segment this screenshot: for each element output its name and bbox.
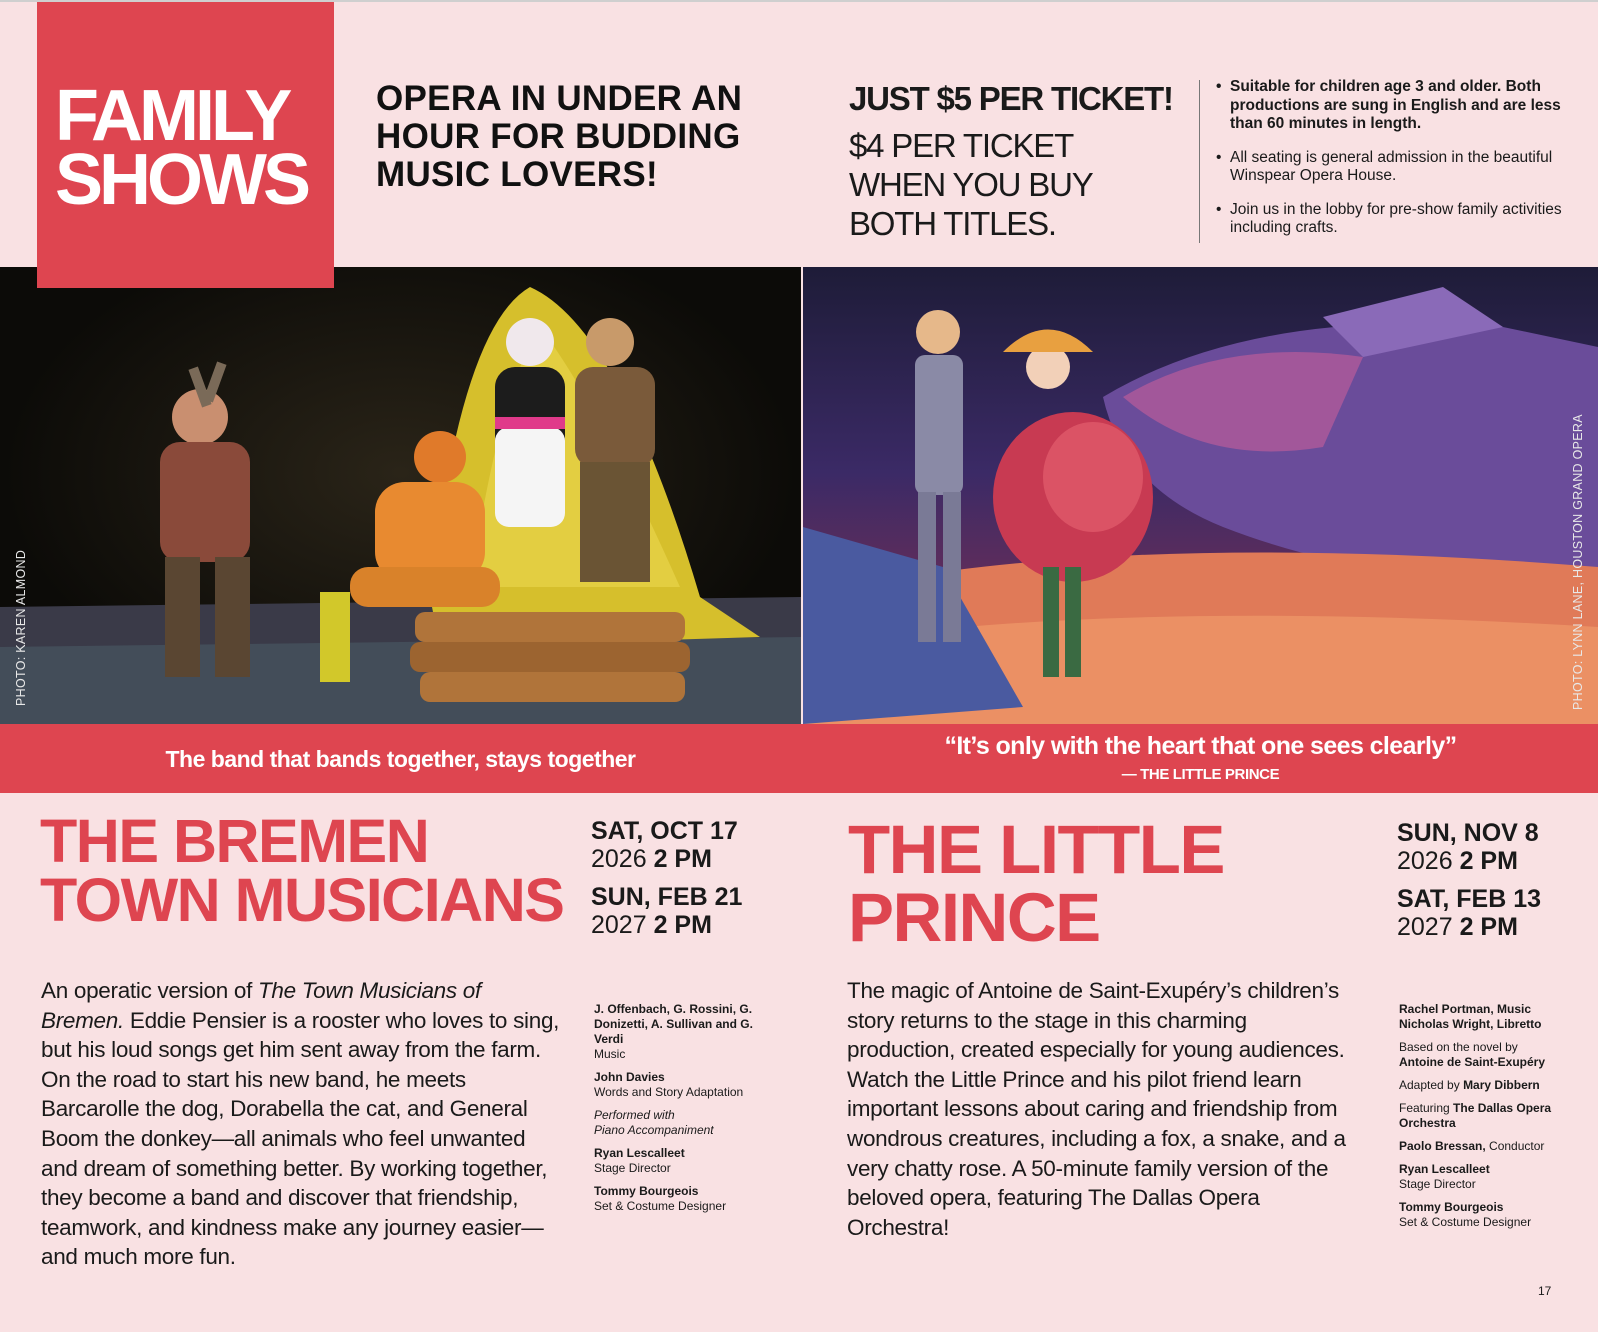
info-item: • All seating is general admission in the beautiful Winspear Opera House. bbox=[1230, 149, 1570, 186]
credit-name: Paolo Bressan, bbox=[1399, 1139, 1486, 1153]
date-day: SAT, FEB 13 bbox=[1397, 885, 1542, 913]
credit-name: Ryan Lescalleet bbox=[1399, 1162, 1490, 1176]
little-prince-production-photo bbox=[803, 267, 1598, 724]
credit-note: Performed with bbox=[594, 1108, 675, 1122]
credit-name: Nicholas Wright, Libretto bbox=[1399, 1017, 1542, 1031]
credit-name: Ryan Lescalleet bbox=[594, 1146, 685, 1160]
date-day: SUN, NOV 8 bbox=[1397, 819, 1539, 847]
section-title bbox=[55, 76, 335, 220]
prince-quote-attribution: — THE LITTLE PRINCE bbox=[1121, 766, 1280, 783]
vertical-divider bbox=[1199, 80, 1200, 243]
credit-entry bbox=[594, 1184, 774, 1214]
bremen-description bbox=[41, 976, 561, 1272]
little-prince-stage-illustration bbox=[803, 267, 1598, 724]
date-year-time bbox=[1397, 847, 1541, 875]
photo-credit-left: PHOTO: KAREN ALMOND bbox=[14, 549, 28, 706]
credit-role: Adapted by bbox=[1399, 1078, 1464, 1092]
credit-role: Words and Story Adaptation bbox=[594, 1085, 744, 1099]
credit-name: J. Offenbach, G. Rossini, G. Donizetti, A. Sullivan and G. Verdi bbox=[594, 1002, 753, 1046]
credit-name: Tommy Bourgeois bbox=[594, 1184, 699, 1198]
credit-role: Music bbox=[594, 1047, 626, 1061]
date-time: 2 PM bbox=[1459, 913, 1518, 941]
bundle-price: $4 PER TICKET WHEN YOU BUY BOTH TITLES. bbox=[849, 127, 1092, 242]
date-day: SAT, OCT 17 bbox=[591, 817, 738, 845]
credit-entry bbox=[1399, 1162, 1589, 1192]
credit-name: Rachel Portman, Music bbox=[1399, 1002, 1532, 1016]
ticket-price: JUST $5 PER TICKET! bbox=[849, 80, 1173, 117]
bremen-desc-lead: An operatic version of bbox=[41, 978, 258, 1003]
date-year-time bbox=[591, 911, 742, 939]
credit-entry bbox=[1399, 1002, 1589, 1032]
credit-entry bbox=[1399, 1101, 1589, 1131]
prince-dates bbox=[1397, 819, 1541, 951]
prince-credits bbox=[1399, 1002, 1589, 1238]
credit-role: Stage Director bbox=[1399, 1177, 1476, 1191]
prince-description: The magic of Antoine de Saint-Exupéry’s children’s story returns to the stage in this charming production, created especially for young audiences. Watch the Little Prince and his pilot friend learn important lessons about caring and friendship from wondrous creatures, including a fox, a snake, and a very chatty rose. A 50-minute family version of the beloved opera, featuring The Dallas Opera Orchestra! bbox=[847, 978, 1346, 1240]
prince-title: THE LITTLE PRINCE bbox=[848, 811, 1224, 956]
info-item: • Suitable for children age 3 and older. Both productions are sung in English and are less than 60 minutes in length. bbox=[1230, 78, 1570, 134]
date-time: 2 PM bbox=[1459, 847, 1518, 875]
date-year-time bbox=[1397, 913, 1541, 941]
info-item: • Join us in the lobby for pre-show family activities including crafts. bbox=[1230, 201, 1570, 238]
credit-name: John Davies bbox=[594, 1070, 665, 1084]
credit-entry bbox=[1399, 1078, 1589, 1093]
caption-band bbox=[0, 724, 1598, 793]
date-time: 2 PM bbox=[653, 911, 712, 939]
tagline: OPERA IN UNDER AN HOUR FOR BUDDING MUSIC LOVERS! bbox=[376, 79, 743, 194]
credit-entry bbox=[594, 1070, 774, 1100]
photo-credit-right: PHOTO: LYNN LANE, HOUSTON GRAND OPERA bbox=[1571, 414, 1585, 710]
date-year: 2026 bbox=[591, 845, 647, 873]
date-time: 2 PM bbox=[653, 845, 712, 873]
section-title-line2: SHOWS bbox=[55, 140, 308, 220]
credit-entry bbox=[594, 1146, 774, 1176]
info-list bbox=[1230, 78, 1570, 253]
date-year: 2027 bbox=[591, 911, 647, 939]
prince-quote: “It’s only with the heart that one sees clearly” bbox=[944, 732, 1457, 760]
credit-role: Stage Director bbox=[594, 1161, 671, 1175]
bremen-dates bbox=[591, 817, 742, 949]
section-title-line1: FAMILY bbox=[55, 76, 289, 156]
credit-entry bbox=[594, 1002, 774, 1062]
bremen-credits bbox=[594, 1002, 774, 1222]
credit-role: Based on the novel by bbox=[1399, 1040, 1518, 1054]
date-year-time bbox=[591, 845, 742, 873]
date-year: 2027 bbox=[1397, 913, 1453, 941]
bremen-caption: The band that bands together, stays together bbox=[165, 746, 636, 772]
bremen-production-photo bbox=[0, 267, 801, 724]
credit-role: Conductor bbox=[1485, 1139, 1545, 1153]
bremen-desc-body: Eddie Pensier is a rooster who loves to sing, but his loud songs get him sent away from the farm. On the road to start his new band, he meets Barcarolle the dog, Dorabella the cat, and General Boom the donkey—all animals who feel unwanted and dream of something better. By working together, they become a band and discover that friendship, teamwork, and kindness make any journey easier—and much more fun. bbox=[41, 1007, 560, 1270]
credit-entry bbox=[594, 1108, 774, 1138]
credit-entry bbox=[1399, 1139, 1589, 1154]
date-day: SUN, FEB 21 bbox=[591, 883, 743, 911]
credit-name: Mary Dibbern bbox=[1463, 1078, 1540, 1092]
bremen-desc-book-title: The Town Musicians of Bremen. bbox=[41, 978, 481, 1033]
credit-entry bbox=[1399, 1200, 1589, 1230]
credit-role: Set & Costume Designer bbox=[1399, 1215, 1532, 1229]
family-shows-badge bbox=[37, 2, 334, 288]
date-year: 2026 bbox=[1397, 847, 1453, 875]
credit-note: Piano Accompaniment bbox=[594, 1123, 714, 1137]
page-number: 17 bbox=[1538, 1284, 1552, 1298]
credit-role: Featuring bbox=[1399, 1101, 1454, 1115]
credit-name: Antoine de Saint-Exupéry bbox=[1399, 1055, 1546, 1069]
bremen-stage-illustration bbox=[0, 267, 801, 724]
credit-name: Tommy Bourgeois bbox=[1399, 1200, 1504, 1214]
bremen-title: THE BREMEN TOWN MUSICIANS bbox=[40, 807, 564, 934]
credit-role: Set & Costume Designer bbox=[594, 1199, 727, 1213]
credit-name: The Dallas Opera Orchestra bbox=[1399, 1101, 1552, 1130]
credit-entry bbox=[1399, 1040, 1589, 1070]
